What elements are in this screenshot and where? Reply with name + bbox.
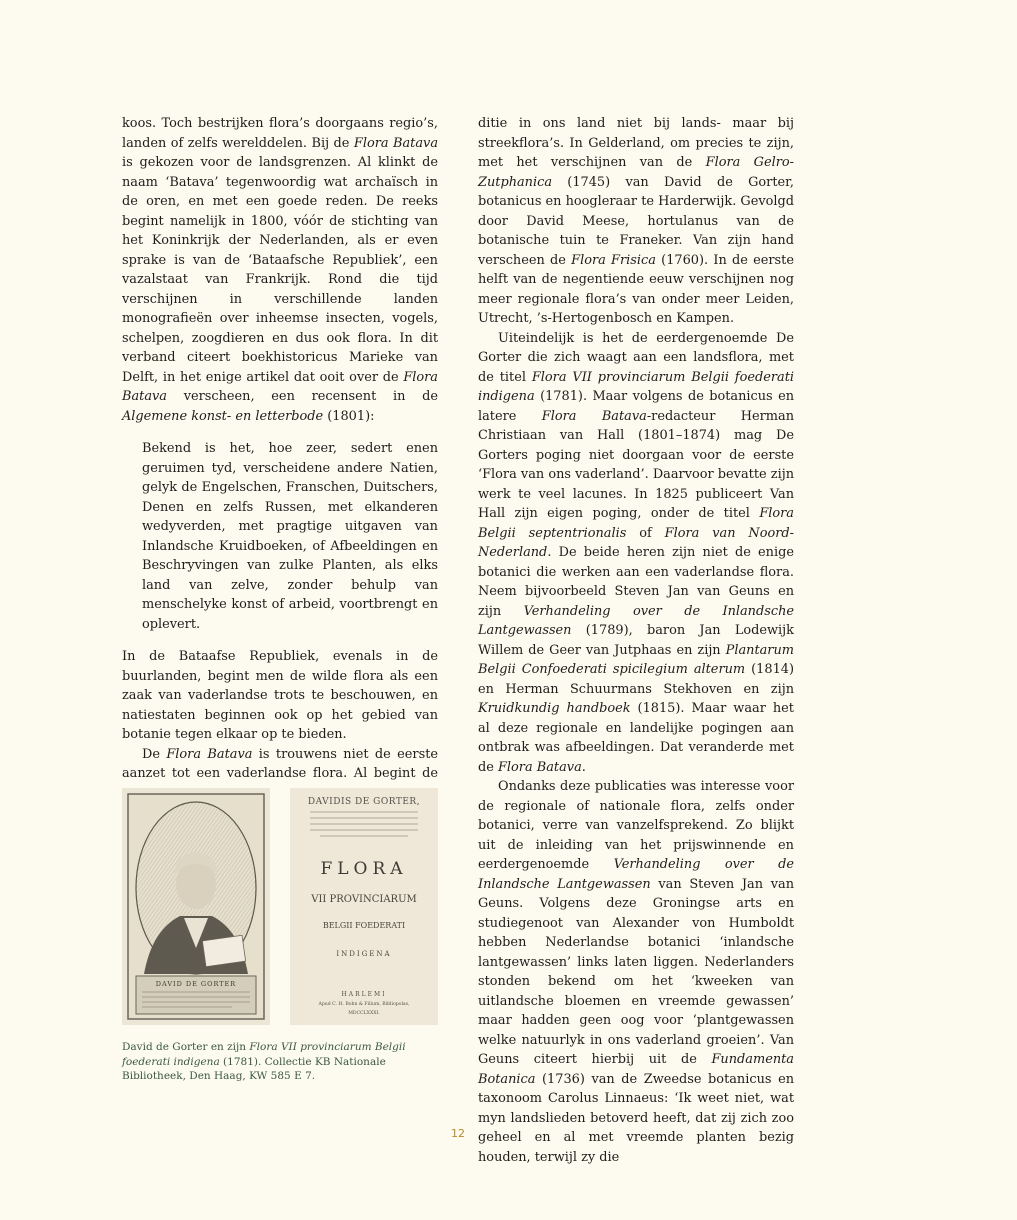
italic-title: Flora VII provinciarum Belgii foederati indigena (478, 369, 795, 404)
title-page-subtitle: VII PROVINCIARUM (311, 894, 417, 905)
right-column (478, 114, 794, 1167)
italic-title: Kruidkundig handboek (478, 701, 631, 716)
portrait-engraving (122, 788, 270, 1025)
italic-title: Flora Batava (497, 759, 582, 775)
title-page-imprint: Apud C. H. Bohn & Filium, Bibliopolas, (318, 1002, 410, 1007)
title-page-title: FLORA (320, 859, 408, 879)
paragraph: koos. Toch bestrijken flora’s doorgaans regio’s, landen of zelfs werelddelen. Bij de Flora Batava is gekozen voor de landsgrenzen. Al klinkt de naam ‘Batava’ tegenwoordig wat archaïsch in de oren, en met een goede reden. De reeks begint namelijk in 1800, vóór de stichting van het Koninkrijk der Nederlanden, als er even sprake is van de ‘Bataafsche Republiek’, een vazalstaat van Frankrijk. Rond die tijd verschijnen in verschillende landen monografieën over inheemse insecten, vogels, schelpen, zoogdieren en dus ook flora. In dit verband citeert boekhistoricus Marieke van Delft, in het enige artikel dat ooit over de Flora Batava verscheen, een recensent in de Algemene konst- en letterbode (1801): (122, 116, 439, 424)
portrait-caption: DAVID DE GORTER (155, 980, 237, 988)
italic-title: Flora Batava (353, 135, 439, 151)
paragraph: Uiteindelijk is het de eerdergenoemde De Gorter die zich waagt aan een landsflora, met de titel Flora VII provinciarum Belgii foederati indigena (1781). Maar volgens de botanicus en latere Flora Batava-redacteur Herman Christiaan van Hall (1801–1874) mag De Gorters poging niet doorgaan voor de eerste ‘Flora van ons vaderland’. Daarvoor bevatte zijn werk te veel lacunes. In 1825 publiceert Van Hall zijn eigen poging, onder de titel Flora Belgii septentrionalis of Flora van Noord-Nederland. De beide heren zijn niet de enige botanici die werken aan een vaderlandse flora. Neem bijvoorbeeld Steven Jan van Geuns en zijn Verhandeling over de Inlandsche Lantgewassen (1789), baron Jan Lodewijk Willem de Geer van Jutphaas en zijn Plantarum Belgii Confoederati spicilegium alterum (1814) en Herman Schuurmans Stekhoven en zijn Kruidkundig handboek (1815). Maar waar het al deze regionale en landelijke pogingen aan ontbrak was afbeeldingen. Dat veranderde met de Flora Batava. (478, 330, 795, 775)
italic-title: Plantarum Belgii Confoederati spicilegium alterum (478, 642, 794, 677)
italic-title: Verhandeling over de Inlandsche Lantgewassen (478, 603, 795, 638)
italic-title: Fundamenta Botanica (478, 1052, 794, 1087)
italic-title: Verhandeling over de Inlandsche Lantgewassen (478, 857, 794, 892)
title-page (290, 788, 438, 1025)
italic-title: Flora VII provinciarum Belgii foederati indigena (122, 1041, 406, 1068)
italic-title: Flora Belgii septentrionalis (478, 506, 794, 541)
title-page-author: DAVIDIS DE GORTER, (307, 797, 421, 807)
italic-title: Flora Gelro-Zutphanica (478, 155, 794, 190)
italic-title: Flora Frisica (571, 252, 656, 268)
figure-caption: David de Gorter en zijn Flora VII provinciarum Belgii foederati indigena (1781). Collectie KB Nationale Bibliotheek, Den Haag, KW 585 E 7. (122, 1041, 406, 1082)
paragraph: ditie in ons land niet bij lands- maar bij streekflora’s. In Gelderland, om precies te zijn, met het verschijnen van de Flora Gelro-Zutphanica (1745) van David de Gorter, botanicus en hoogleraar te Harderwijk. Gevolgd door David Meese, hortulanus van de botanische tuin te Franeker. Van zijn hand verscheen de Flora Frisica (1760). In de eerste helft van de negentiende eeuw verschijnen nog meer regionale flora’s van onder meer Leiden, Utrecht, ’s-Hertogenbosch en Kampen. (478, 116, 794, 326)
title-page-imprint: HARLEMI (341, 991, 387, 998)
italic-title: Flora Batava (541, 408, 647, 424)
italic-title: Flora Batava (122, 369, 438, 404)
block-quote: Bekend is het, hoe zeer, sedert enen geruimen tyd, verscheidene andere Natien, gelyk de Engelschen, Franschen, Duitschers, Denen en zelfs Russen, met elkanderen wedyverden, met pragtige uitgaven van Inlandsche Kruidboeken, of Afbeeldingen en Beschryvingen van zulke Planten, als elks land van zelve, zonder behulp van menschelyke konst of arbeid, voortbrengt en oplevert. (142, 441, 438, 632)
figure (122, 788, 438, 1025)
title-page-subtitle: INDIGENA (336, 950, 392, 958)
paragraph: Ondanks deze publicaties was interesse voor de regionale of nationale flora, zelfs onder botanici, verre van vanzelfsprekend. Zo blijkt uit de inleiding van het prijswinnende en eerdergenoemde Verhandeling over de Inlandsche Lantgewassen van Steven Jan van Geuns. Volgens deze Groningse arts en studiegenoot van Alexander von Humboldt hebben Nederlandse botanici ‘inlandsche lantgewassen’ links laten liggen. Nederlanders stonden bekend om het ‘kweeken van uitlandsche bloemen en vreemde gewassen’ maar hadden geen oog voor ‘plantgewassen welke natuurlyk in ons vaderland groeien’. Van Geuns citeert hierbij uit de Fundamenta Botanica (1736) van de Zweedse botanicus en taxonoom Carolus Linnaeus: ‘Ik weet niet, wat myn landslieden betoverd heeft, dat zij zich zoo geheel en al met vreemde planten bezig houden, terwijl zy die (478, 779, 794, 1165)
italic-title: Flora van Noord-Nederland (478, 525, 795, 560)
italic-title: Flora Batava (166, 746, 253, 762)
page-number: 12 (451, 1127, 465, 1140)
left-column (122, 114, 438, 803)
paragraph: De Flora Batava is trouwens niet de eerste aanzet tot een vaderlandse flora. Al begint de (122, 746, 439, 781)
italic-title: Algemene konst- en letterbode (122, 408, 324, 424)
title-page-subtitle: BELGII FOEDERATI (322, 921, 406, 930)
paragraph: In de Bataafse Republiek, evenals in de buurlanden, begint men de wilde flora als een zaak van vaderlandse trots te beschouwen, en natiestaten beginnen ook op het gebied van botanie tegen elkaar op te bieden. (122, 649, 438, 742)
title-page-imprint: MDCCLXXXI. (348, 1011, 380, 1016)
